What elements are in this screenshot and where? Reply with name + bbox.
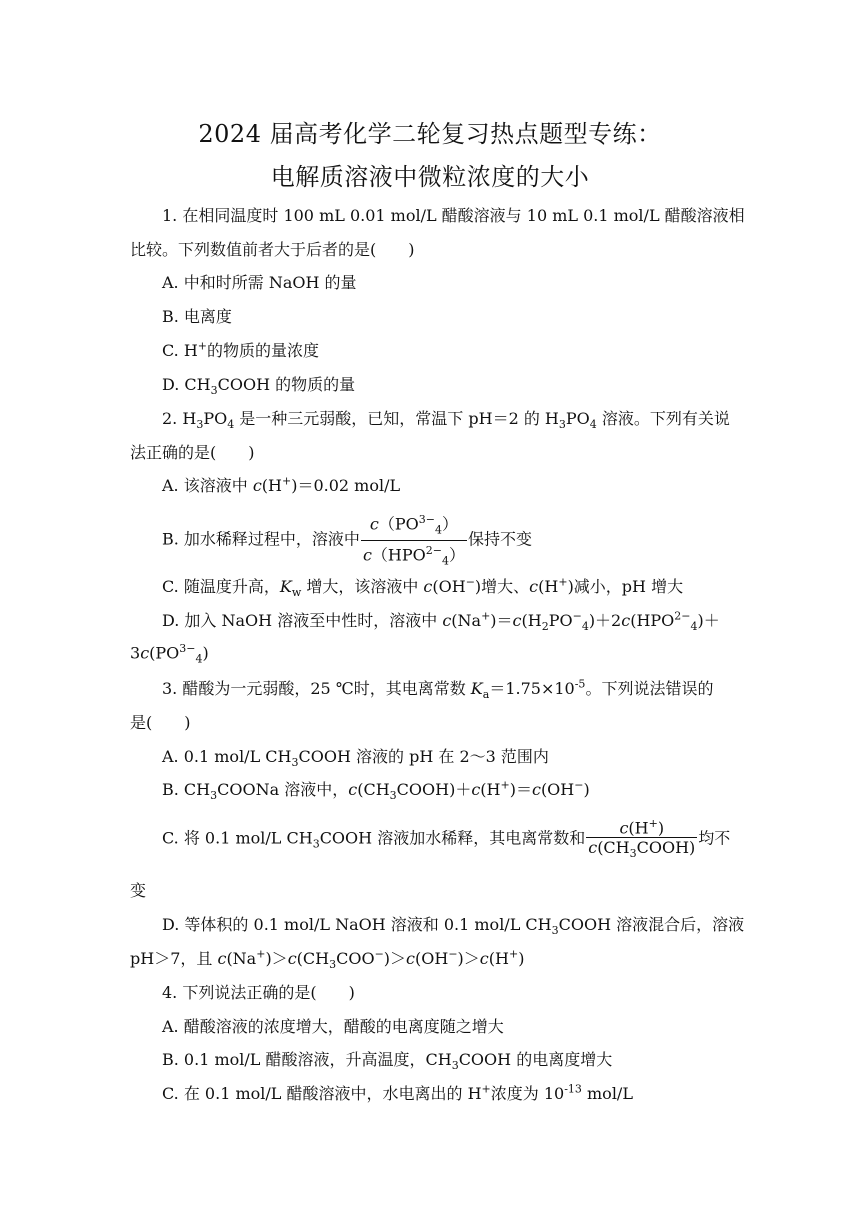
q3-option-c-line2: 变 [130,881,147,900]
document-title-line1: 2024 届高考化学二轮复习热点题型专练： [198,120,662,148]
q3-stem-line2: 是( ) [130,713,191,732]
q2-option-a: A. 该溶液中 c(H+)＝0.02 mol/L [162,474,401,495]
q3-stem-line1: 3. 醋酸为一元弱酸，25 ℃时，其电离常数 $K_a=1.75\times 10^{-5}$。下列说法错误的 [162,677,714,702]
q2-option-d-line2: $3c(PO^{3-}_4)$ [130,642,209,666]
q3-option-a: A. 0.1 mol/L $CH_3COOH$ 溶液的 pH 在 2～3 范围内 [162,747,549,770]
q2-option-b: B. 加水稀释过程中，溶液中 $\frac{c(PO^{3-}_4)}{c(HPO^{2-}_4)}$ 保持不变 [162,510,532,570]
document-title-line2: 电解质溶液中微粒浓度的大小 [270,163,590,191]
q2-option-d-line1: D. 加入 NaOH 溶液至中性时，溶液中 $c(Na^+)=c(H_2PO^-_4)+2c(HPO^{2-}_4)+$ [162,609,720,634]
q1-option-a: A. 中和时所需 NaOH 的量 [162,273,357,292]
q2-stem-line2: 法正确的是( ) [130,443,255,462]
q2-b-fraction: $\frac{c(PO^{3-}_4)}{c(HPO^{2-}_4)}$ [361,510,467,570]
q2-option-c: C. 随温度升高，$K_w$ 增大，该溶液中 c(OH−)增大、c(H+)减小，pH 增大 [162,575,684,600]
q3-option-c-line1: C. 将 0.1 mol/L $CH_3COOH$ 溶液加水稀释，其电离常数和 $\frac{c(H^+)}{c(CH_3COOH)}$ 均不 [162,814,730,864]
q1-option-c: C. H+的物质的量浓度 [162,339,320,360]
q1-option-d: D. $CH_3COOH$ 的物质的量 [162,375,356,398]
q1-stem-line2: 比较。下列数值前者大于后者的是( ) [130,240,415,259]
q3-option-d-line2: pH＞7，且 $c(Na^+)>c(CH_3COO^-)>c(OH^-)>c(H^+)$ [130,947,525,972]
q3-c-fraction: $\frac{c(H^+)}{c(CH_3COOH)}$ [586,814,697,864]
q1-stem-line1: 1. 在相同温度时 100 mL 0.01 mol/L 醋酸溶液与 10 mL 0.1 mol/L 醋酸溶液相 [162,206,745,225]
q1-option-b: B. 电离度 [162,307,232,326]
q3-option-d-line1: D. 等体积的 0.1 mol/L NaOH 溶液和 0.1 mol/L $CH_3COOH$ 溶液混合后，溶液 [162,915,745,938]
q3-option-b: B. $CH_3COONa$ 溶液中，$c(CH_3COOH)+c(H^+)=c(OH^-)$ [162,778,590,803]
q4-option-b: B. 0.1 mol/L 醋酸溶液，升高温度，$CH_3COOH$ 的电离度增大 [162,1050,613,1073]
q4-stem: 4. 下列说法正确的是( ) [162,983,355,1002]
q4-option-c: C. 在 0.1 mol/L 醋酸溶液中，水电离出的 H+浓度为 $10^{-13}$ mol/L [162,1082,633,1103]
q4-option-a: A. 醋酸溶液的浓度增大，醋酸的电离度随之增大 [162,1017,504,1036]
q2-stem-line1: 2. $H_3PO_4$ 是一种三元弱酸，已知，常温下 pH＝2 的 $H_3PO_4$ 溶液。下列有关说 [162,409,730,432]
